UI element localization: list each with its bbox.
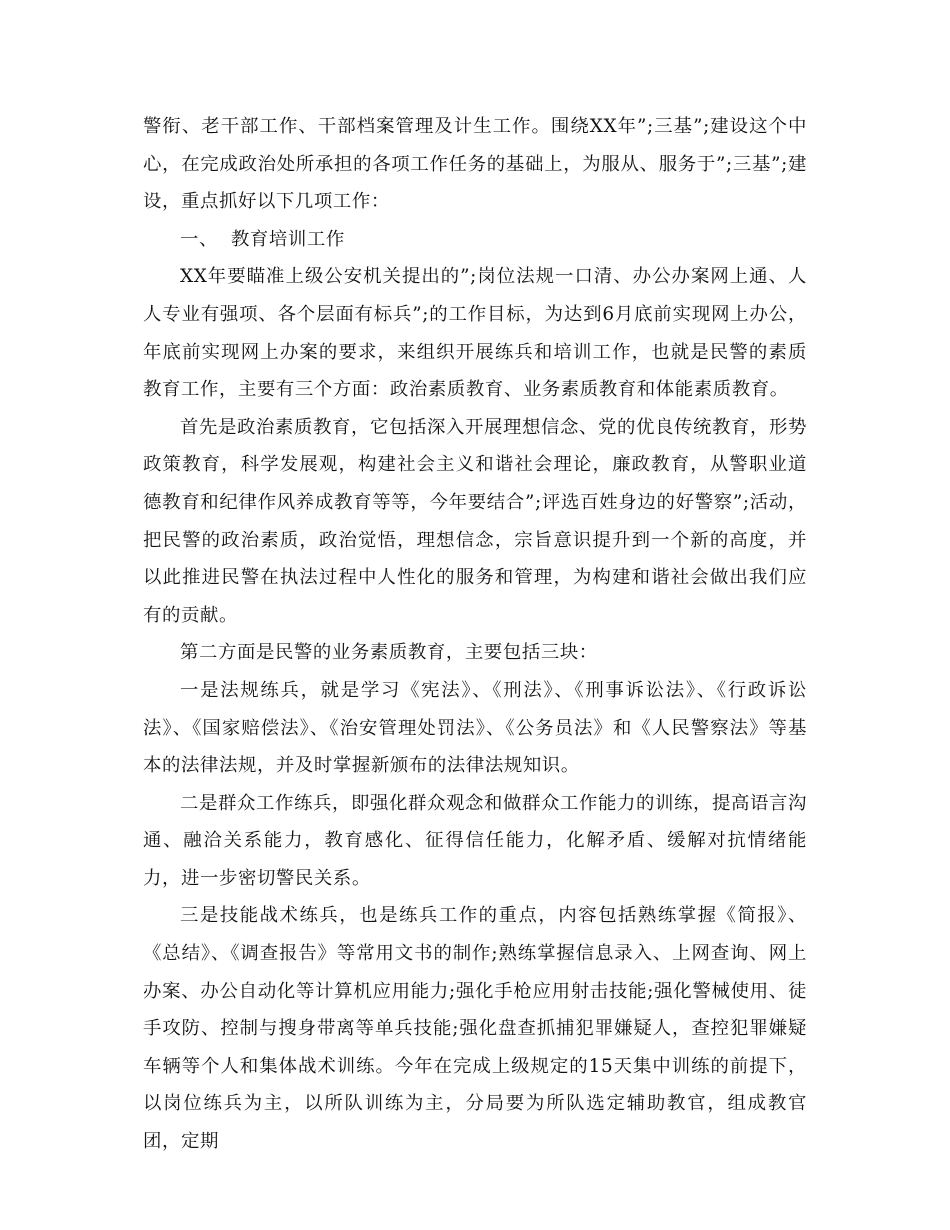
document-page bbox=[143, 108, 807, 1161]
paragraph-law-training: 一是法规练兵，就是学习《宪法》、《刑法》、《刑事诉讼法》、《行政诉讼法》、《国家赔偿法》、《治安管理处罚法》、《公务员法》和《人民警察法》等基本的法律法规，并及时掌握新颁布的法律法规知识。 bbox=[143, 679, 807, 777]
paragraph-training-goal: XX年要瞄准上级公安机关提出的”;岗位法规一口清、办公办案网上通、人人专业有强项、各个层面有标兵”;的工作目标，为达到6月底前实现网上办公，年底前实现网上办案的要求，来组织开展练兵和培训工作，也就是民警的素质教育工作，主要有三个方面：政治素质教育、业务素质教育和体能素质教育。 bbox=[143, 266, 807, 401]
paragraph-mass-work-training: 二是群众工作练兵，即强化群众观念和做群众工作能力的训练，提高语言沟通、融洽关系能力，教育感化、征得信任能力，化解矛盾、缓解对抗情绪能力，进一步密切警民关系。 bbox=[143, 792, 807, 889]
paragraph-continued: 警衔、老干部工作、干部档案管理及计生工作。围绕XX年”;三基”;建设这个中心，在完成政治处所承担的各项工作任务的基础上，为服从、服务于”;三基”;建设，重点抓好以下几项工作： bbox=[143, 116, 807, 213]
paragraph-skills-tactics-training: 三是技能战术练兵，也是练兵工作的重点，内容包括熟练掌握《简报》、《总结》、《调查报告》等常用文书的制作;熟练掌握信息录入、上网查询、网上办案、办公自动化等计算机应用能力;强化手枪应用射击技能;强化警械使用、徒手攻防、控制与搜身带离等单兵技能;强化盘查抓捕犯罪嫌疑人，查控犯罪嫌疑车辆等个人和集体战术训练。今年在完成上级规定的15天集中训练的前提下，以岗位练兵为主，以所队训练为主，分局要为所队选定辅助教官，组成教官团，定期 bbox=[143, 905, 807, 1153]
section-heading-education-training: 一、 教育培训工作 bbox=[180, 228, 345, 250]
paragraph-political-education: 首先是政治素质教育，它包括深入开展理想信念、党的优良传统教育，形势政策教育，科学发展观，构建社会主义和谐社会理论，廉政教育，从警职业道德教育和纪律作风养成教育等等，今年要结合”;评选百姓身边的好警察”;活动，把民警的政治素质，政治觉悟，理想信念，宗旨意识提升到一个新的高度，并以此推进民警在执法过程中人性化的服务和管理，为构建和谐社会做出我们应有的贡献。 bbox=[143, 416, 807, 626]
paragraph-professional-education-intro: 第二方面是民警的业务素质教育，主要包括三块： bbox=[180, 642, 598, 664]
